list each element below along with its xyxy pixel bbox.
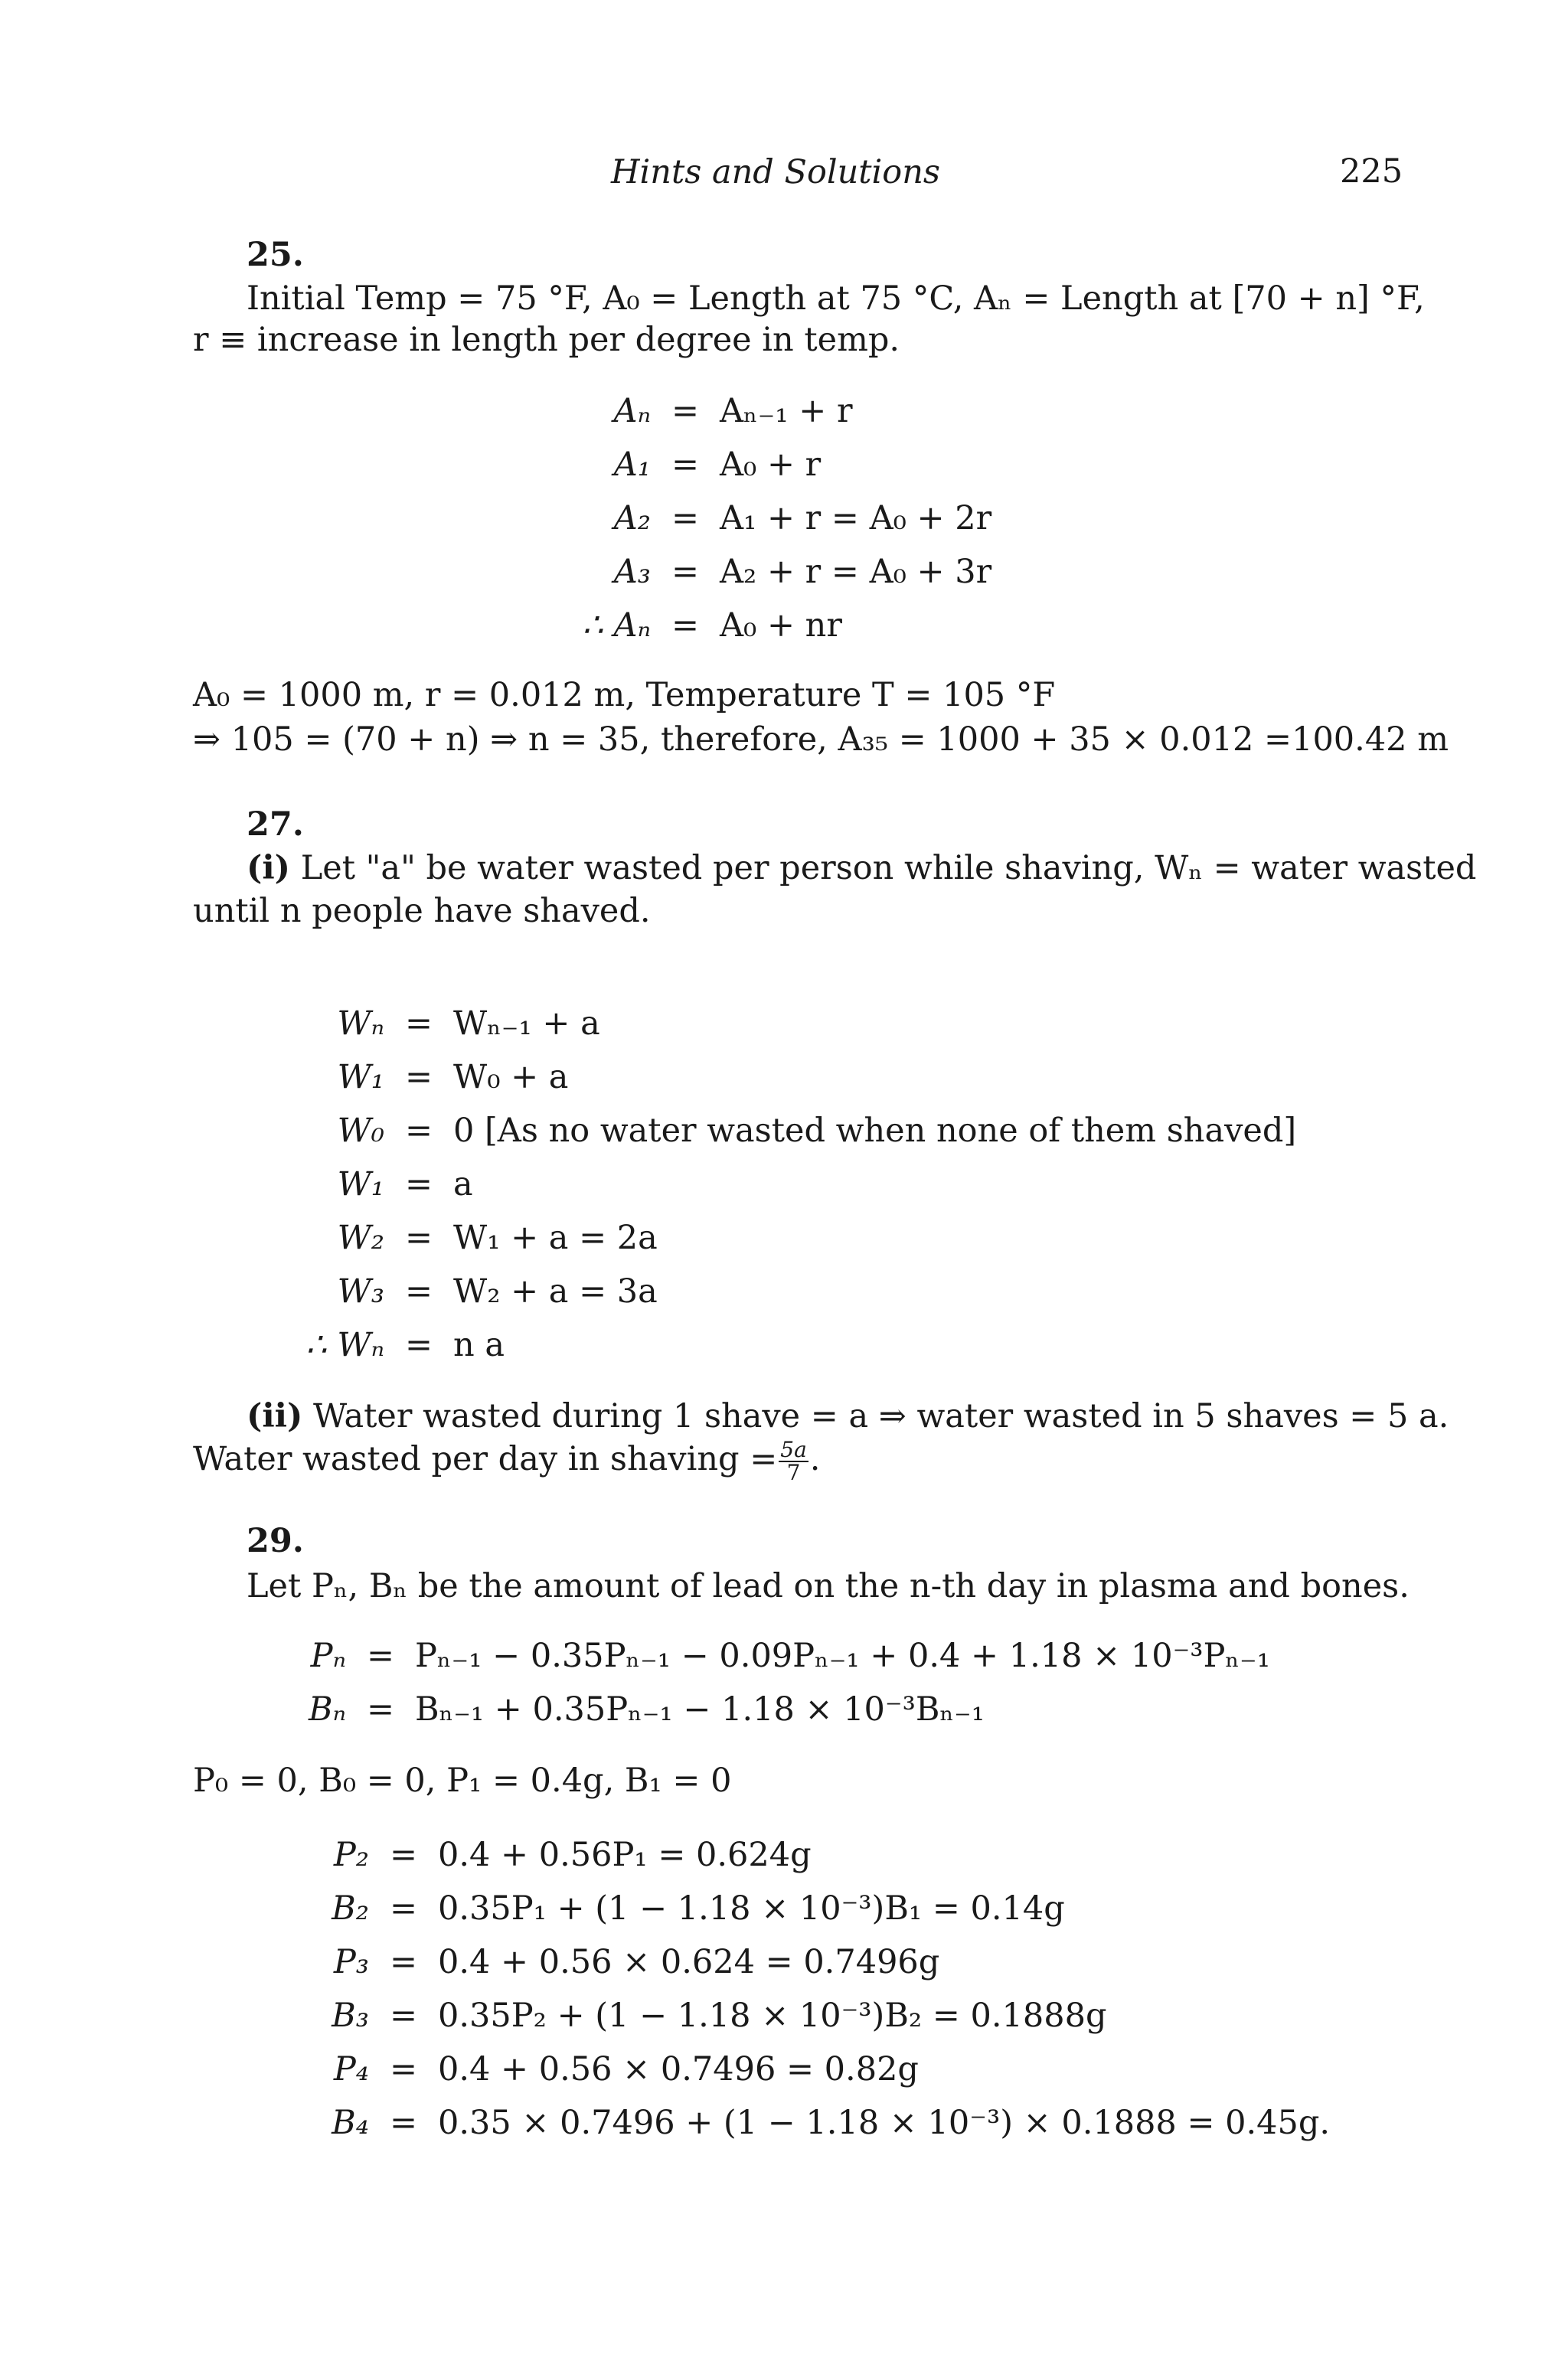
equation-rhs: W₁ + a = 2a (453, 1219, 658, 1257)
equation-row (536, 599, 991, 652)
equation-rhs: 0.35P₁ + (1 − 1.18 × 10⁻³)B₁ = 0.14g (438, 1889, 1065, 1928)
equation-rhs: A₀ + nr (720, 606, 842, 645)
equation-lhs: A₁ (613, 446, 651, 484)
section-27-number: 27. (247, 805, 304, 844)
equation-lhs: W₀ (337, 1112, 384, 1150)
equals-sign: = (366, 1637, 395, 1675)
equals-sign: = (671, 499, 700, 537)
equation-rhs: W₂ + a = 3a (453, 1272, 658, 1311)
equals-sign: = (389, 1889, 418, 1928)
equation-row (292, 1935, 1330, 1989)
equation-lhs: W₁ (337, 1058, 384, 1096)
section-25-line2: r ≡ increase in length per degree in temp. (193, 321, 900, 359)
equation-rhs: Pₙ₋₁ − 0.35Pₙ₋₁ − 0.09Pₙ₋₁ + 0.4 + 1.18 × 10⁻³Pₙ₋₁ (415, 1637, 1270, 1675)
equation-lhs: Wₙ (337, 1004, 384, 1043)
equation-lhs: P₃ (333, 1943, 369, 1981)
equation-rhs: 0.35P₂ + (1 − 1.18 × 10⁻³)B₂ = 0.1888g (438, 1997, 1107, 2035)
equation-lhs: W₂ (337, 1219, 384, 1257)
equation-row (536, 545, 991, 599)
equation-row (536, 438, 991, 491)
equation-row (292, 1828, 1330, 1882)
fraction-denominator: 7 (786, 1460, 801, 1485)
equation-lhs: B₃ (332, 1997, 369, 2035)
equation-row (270, 1104, 1296, 1158)
equation-row (536, 491, 991, 545)
equation-lhs: A₂ (613, 499, 651, 537)
running-title: Hints and Solutions (611, 153, 940, 191)
equation-lhs: Bₙ (308, 1690, 346, 1729)
equals-sign: = (404, 1326, 433, 1364)
equals-sign: = (366, 1690, 395, 1729)
equals-sign: = (404, 1058, 433, 1096)
section-25-result: ⇒ 105 = (70 + n) ⇒ n = 35, therefore, A₃₅ = 1000 + 35 × 0.012 =100.42 m (193, 720, 1449, 759)
equals-sign: = (404, 1004, 433, 1043)
equation-rhs: 0 [As no water wasted when none of them shaved] (453, 1112, 1297, 1150)
section-29-number: 29. (247, 1522, 304, 1560)
fraction-5a-over-7 (779, 1439, 808, 1484)
part-ii-text: Water wasted during 1 shave = a ⇒ water wasted in 5 shaves = 5 a. (313, 1397, 1449, 1435)
part-i-text: Let "a" be water wasted per person while shaving, Wₙ = water wasted (300, 849, 1477, 887)
equation-rhs: Bₙ₋₁ + 0.35Pₙ₋₁ − 1.18 × 10⁻³Bₙ₋₁ (415, 1690, 985, 1729)
equals-sign: = (404, 1219, 433, 1257)
part-ii-line2-text: Water wasted per day in shaving = (193, 1440, 778, 1478)
equation-lhs: B₄ (332, 2104, 369, 2142)
equals-sign: = (404, 1112, 433, 1150)
equation-rhs: Wₙ₋₁ + a (453, 1004, 600, 1043)
equation-row (270, 1629, 1270, 1683)
equals-sign: = (404, 1165, 433, 1203)
equation-lhs: P₂ (333, 1836, 369, 1874)
section-29-initial-values: P₀ = 0, B₀ = 0, P₁ = 0.4g, B₁ = 0 (193, 1762, 732, 1800)
section-29-recurrences (270, 1629, 1270, 1736)
equation-row (270, 1158, 1296, 1211)
equation-lhs: B₂ (332, 1889, 369, 1928)
equation-lhs: ∴ Aₙ (582, 606, 651, 645)
equation-rhs: 0.4 + 0.56P₁ = 0.624g (438, 1836, 812, 1874)
equation-row (270, 1211, 1296, 1265)
section-27-part-i-line2: until n people have shaved. (193, 892, 651, 930)
equation-row (292, 2096, 1330, 2150)
equation-lhs: W₁ (337, 1165, 384, 1203)
equation-rhs: A₂ + r = A₀ + 3r (720, 553, 992, 591)
section-27-part-ii-line2: Water wasted per day in shaving = $\frac{5a}{7}$ . (193, 1437, 821, 1485)
equals-sign: = (671, 553, 700, 591)
equation-rhs: 0.4 + 0.56 × 0.624 = 0.7496g (438, 1943, 940, 1981)
equation-rhs: a (453, 1165, 473, 1203)
equation-lhs: Aₙ (613, 392, 651, 430)
equation-rhs: W₀ + a (453, 1058, 569, 1096)
equation-lhs: P₄ (333, 2050, 369, 2088)
section-25-line1: Initial Temp = 75 °F, A₀ = Length at 75 °C, Aₙ = Length at [70 + n] °F, (247, 279, 1425, 318)
equals-sign: = (389, 2050, 418, 2088)
equation-rhs: A₁ + r = A₀ + 2r (720, 499, 992, 537)
section-27-equations (270, 997, 1296, 1372)
equals-sign: = (671, 392, 700, 430)
section-25-equations (536, 384, 991, 652)
equation-rhs: Aₙ₋₁ + r (720, 392, 853, 430)
equals-sign: = (389, 1997, 418, 2035)
equals-sign: = (389, 1943, 418, 1981)
equation-row (270, 1265, 1296, 1318)
section-29-computed-values (292, 1828, 1330, 2150)
equation-row (270, 1318, 1296, 1372)
section-25-given: A₀ = 1000 m, r = 0.012 m, Temperature T = 105 °F (193, 676, 1056, 714)
part-i-label: (i) (247, 849, 291, 887)
section-27-part-i-line1 (247, 847, 1476, 890)
equals-sign: = (671, 446, 700, 484)
equation-row (270, 1683, 1270, 1736)
equation-row (270, 997, 1296, 1050)
equation-row (292, 2043, 1330, 2096)
fraction-numerator: 5a (780, 1437, 807, 1462)
equation-lhs: W₃ (337, 1272, 384, 1311)
equals-sign: = (389, 1836, 418, 1874)
equation-row (292, 1989, 1330, 2043)
equation-row (270, 1050, 1296, 1104)
equals-sign: = (389, 2104, 418, 2142)
page-number: 225 (1340, 152, 1403, 191)
equation-lhs: ∴ Wₙ (305, 1326, 384, 1364)
equals-sign: = (404, 1272, 433, 1311)
equation-rhs: 0.4 + 0.56 × 0.7496 = 0.82g (438, 2050, 919, 2088)
part-ii-label: (ii) (247, 1397, 303, 1435)
section-29-intro: Let Pₙ, Bₙ be the amount of lead on the n-th day in plasma and bones. (247, 1567, 1410, 1605)
equation-row (292, 1882, 1330, 1935)
equals-sign: = (671, 606, 700, 645)
equation-lhs: A₃ (613, 553, 651, 591)
equation-rhs: n a (453, 1326, 505, 1364)
equation-lhs: Pₙ (310, 1637, 346, 1675)
section-27-part-ii-line1 (247, 1395, 1449, 1438)
equation-rhs: A₀ + r (720, 446, 822, 484)
equation-row (536, 384, 991, 438)
equation-rhs: 0.35 × 0.7496 + (1 − 1.18 × 10⁻³) × 0.1888 = 0.45g. (438, 2104, 1331, 2142)
section-25-number: 25. (247, 236, 304, 274)
